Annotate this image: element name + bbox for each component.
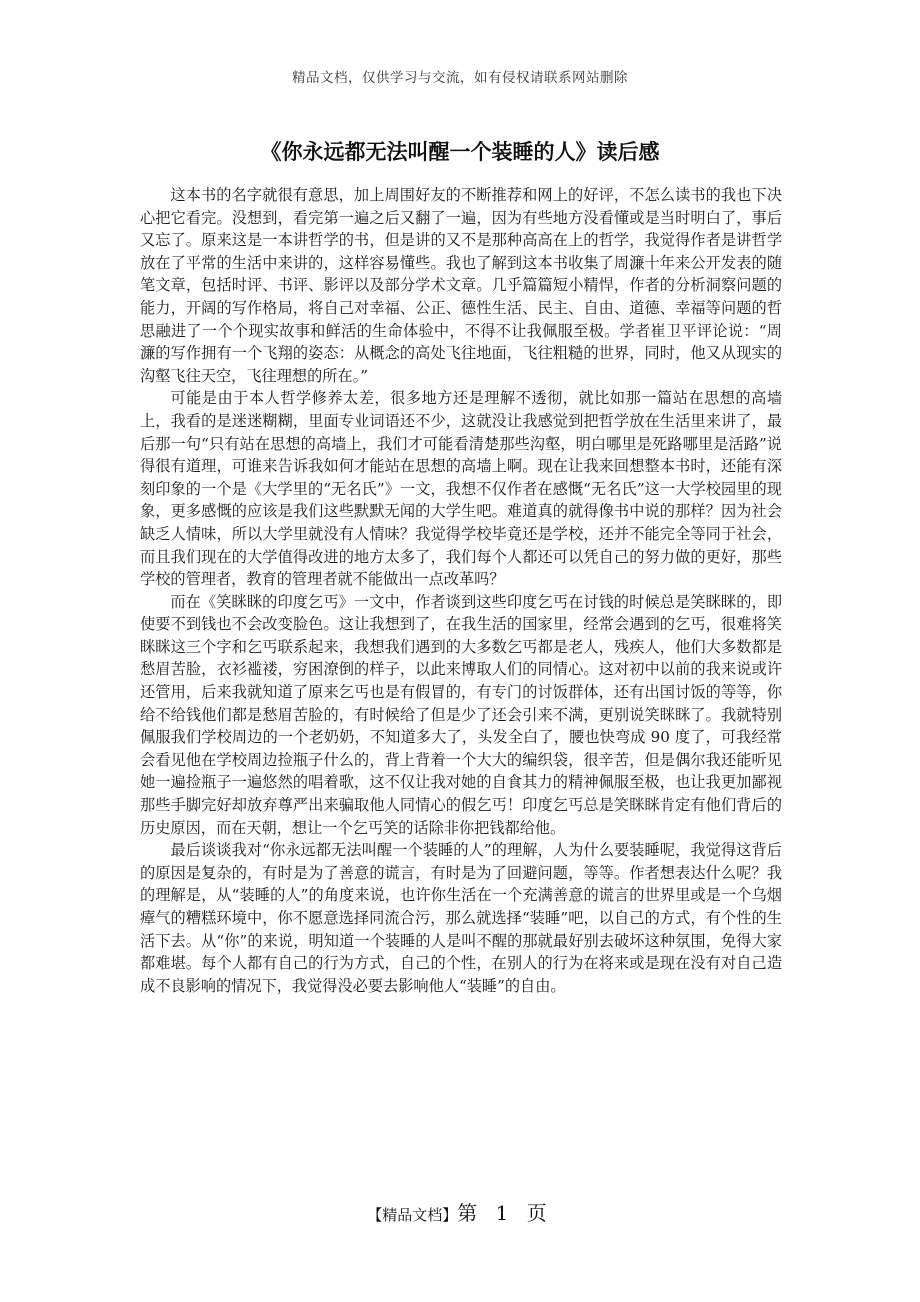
page-number: 第 1 页 — [457, 1201, 553, 1225]
header-disclaimer: 精品文档，仅供学习与交流，如有侵权请联系网站删除 — [292, 70, 628, 86]
paragraph-3: 而在《笑眯眯的印度乞丐》一文中，作者谈到这些印度乞丐在讨钱的时候总是笑眯眯的，即使要不到钱也不会改变脸色。这让我想到了，在我生活的国家里，经常会遇到的乞丐，很难将笑眯眯这三个字和乞丐联系起来，我想我们遇到的大多数乞丐都是老人，残疾人，他们大多数都是愁眉苦脸，衣衫褴褛，穷困潦倒的样子，以此来博取人们的同情心。这对初中以前的我来说或许还管用，后来我就知道了原来乞丐也是有假冒的，有专门的讨饭群体，还有出国讨饭的等等，你给不给钱他们都是愁眉苦脸的，有时候给了但是少了还会引来不满，更别说笑眯眯了。我就特别佩服我们学校周边的一个老奶奶，不知道多大了，头发全白了，腰也快弯成 90 度了，可我经常会看见他在学校周边捡瓶子什么的，背上背着一个大大的编织袋，很辛苦，但是偶尔我还能听见她一遍捡瓶子一遍悠然的唱着歌，这不仅让我对她的自食其力的精神佩服至极，也让我更加鄙视那些手脚完好却放弃尊严出来骗取他人同情心的假乞丐！印度乞丐总是笑眯眯肯定有他们背后的历史原因，而在天朝，想让一个乞丐笑的话除非你把钱都给他。 — [140, 592, 782, 837]
document-body — [140, 184, 782, 997]
footer-tag: 【精品文档】 — [367, 1206, 458, 1224]
paragraph-1: 这本书的名字就很有意思，加上周围好友的不断推荐和网上的好评，不怎么读书的我也下决心把它看完。没想到，看完第一遍之后又翻了一遍，因为有些地方没看懂或是当时明白了，事后又忘了。原来这是一本讲哲学的书，但是讲的又不是那种高高在上的哲学，我觉得作者是讲哲学放在了平常的生活中来讲的，这样容易懂些。我也了解到这本书收集了周濂十年来公开发表的随笔文章，包括时评、书评、影评以及部分学术文章。几乎篇篇短小精悍，作者的分析洞察问题的能力，开阔的写作格局，将自己对幸福、公正、德性生活、民主、自由、道德、幸福等问题的哲思融进了一个个现实故事和鲜活的生命体验中，不得不让我佩服至极。学者崔卫平评论说：“周濂的写作拥有一个飞翔的姿态：从概念的高处飞往地面，飞往粗糙的世界，同时，他又从现实的沟壑飞往天空，飞往理想的所在。” — [140, 186, 782, 385]
page-footer — [0, 1197, 920, 1226]
paragraph-4: 最后谈谈我对“你永远都无法叫醒一个装睡的人”的理解，人为什么要装睡呢，我觉得这背后的原因是复杂的，有时是为了善意的谎言，有时是为了回避问题，等等。作者想表达什么呢？我的理解是，从“装睡的人”的角度来说，也许你生活在一个充满善意的谎言的世界里或是一个乌烟瘴气的糟糕环境中，你不愿意选择同流合污，那么就选择“装睡”吧，以自己的方式，有个性的生活下去。从“你”的来说，明知道一个装睡的人是叫不醒的那就最好别去破坏这种氛围，免得大家都难堪。每个人都有自己的行为方式，自己的个性，在别人的行为在将来或是现在没有对自己造成不良影响的情况下，我觉得没必要去影响他人“装睡”的自由。 — [140, 841, 782, 995]
paragraph-2: 可能是由于本人哲学修养太差，很多地方还是理解不透彻，就比如那一篇站在思想的高墙上，我看的是迷迷糊糊，里面专业词语还不少，这就没让我感觉到把哲学放在生活里来讲了，最后那一句“只有站在思想的高墙上，我们才可能看清楚那些沟壑，明白哪里是死路哪里是活路”说得很有道理，可谁来告诉我如何才能站在思想的高墙上啊。现在让我来回想整本书时，还能有深刻印象的一个是《大学里的“无名氏”》一文，我想不仅作者在感慨“无名氏”这一大学校园里的现象，更多感慨的应该是我们这些默默无闻的大学生吧。难道真的就得像书中说的那样？因为社会缺乏人情味，所以大学里就没有人情味？我觉得学校毕竟还是学校，还并不能完全等同于社会，而且我们现在的大学值得改进的地方太多了，我们每个人都还可以凭自己的努力做的更好，那些学校的管理者，教育的管理者就不能做出一点改革吗？ — [140, 389, 782, 589]
document-title: 《你永远都无法叫醒一个装睡的人》读后感 — [260, 140, 660, 164]
